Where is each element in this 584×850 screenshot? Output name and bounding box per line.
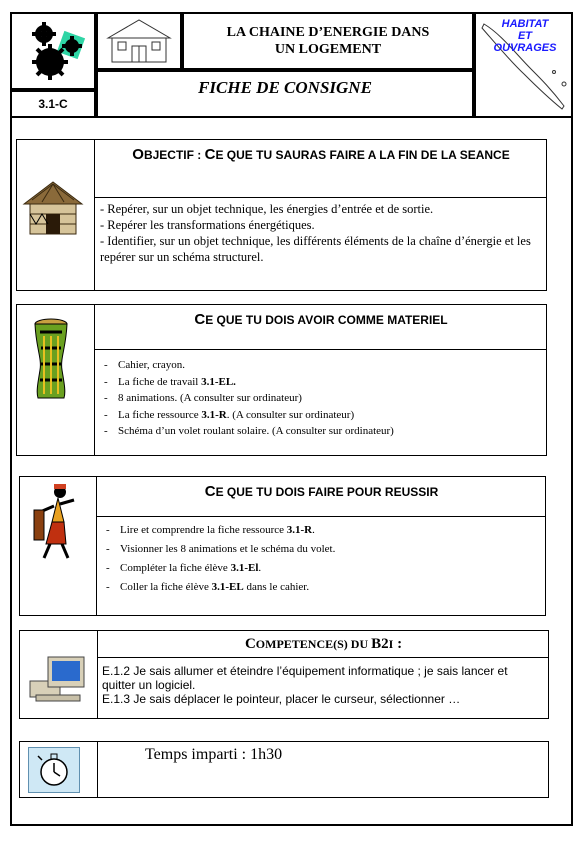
temps-section xyxy=(19,741,549,798)
title-line-2: UN LOGEMENT xyxy=(274,42,382,57)
materiel-title: CE QUE TU DOIS AVOIR COMME MATERIEL xyxy=(194,311,448,328)
competence-item: E.1.2 Je sais allumer et éteindre l’équipement informatique ; je sais lancer et quitter un logiciel. xyxy=(102,664,508,692)
fiche-label: FICHE DE CONSIGNE xyxy=(198,78,372,97)
dancer-image xyxy=(30,482,80,562)
drum-icon xyxy=(26,318,76,402)
habitat-line-3: OUVRAGES xyxy=(493,42,557,54)
materiel-item: - La fiche de travail 3.1-EL. xyxy=(100,374,540,391)
faire-list xyxy=(102,521,542,597)
competence-divider-h xyxy=(97,657,549,658)
objectif-title: OBJECTIF : CE QUE TU SAURAS FAIRE A LA FIN DE LA SEANCE xyxy=(132,146,510,163)
gears-logo-cell xyxy=(10,12,96,90)
materiel-list xyxy=(100,357,540,440)
materiel-item: - La fiche ressource 3.1-R. (A consulter sur ordinateur) xyxy=(100,407,540,424)
competence-title: COMPETENCE(S) DU B2I : xyxy=(244,636,403,652)
habitat-line-2: ET xyxy=(517,30,533,42)
objectif-item: - Identifier, sur un objet technique, les différents éléments de la chaîne d’énergie et les repérer sur un schéma structurel. xyxy=(100,234,531,264)
objectif-divider-h xyxy=(94,197,547,198)
faire-item: - Compléter la fiche élève 3.1-El. xyxy=(102,559,542,578)
faire-item: - Lire et comprendre la fiche ressource 3.1-R. xyxy=(102,521,542,540)
house-logo-cell xyxy=(96,12,182,70)
dancer-icon xyxy=(30,482,80,562)
faire-item: - Coller la fiche élève 3.1-EL dans le cahier. xyxy=(102,578,542,597)
materiel-item: - 8 animations. (A consulter sur ordinateur) xyxy=(100,390,540,407)
clock-image xyxy=(28,747,80,793)
stopwatch-icon xyxy=(29,748,79,792)
materiel-divider-h xyxy=(94,349,547,350)
materiel-item: - Cahier, crayon. xyxy=(100,357,540,374)
title-cell xyxy=(182,12,474,70)
objectif-item: - Repérer, sur un objet technique, les énergies d’entrée et de sortie. xyxy=(100,202,434,216)
hut-icon xyxy=(18,178,88,242)
habitat-line-1: HABITAT xyxy=(501,18,549,30)
house-icon xyxy=(98,14,180,68)
competence-list xyxy=(102,664,544,706)
fiche-cell xyxy=(96,70,474,118)
objectif-item: - Repérer les transformations énergétiques. xyxy=(100,218,315,232)
temps-label: Temps imparti : 1h30 xyxy=(145,746,283,763)
habitat-logo-text xyxy=(480,18,570,54)
faire-title: CE QUE TU DOIS FAIRE POUR REUSSIR xyxy=(204,483,439,500)
materiel-item: - Schéma d’un volet roulant solaire. (A consulter sur ordinateur) xyxy=(100,423,540,440)
objectif-list xyxy=(100,201,540,265)
faire-divider-h xyxy=(96,516,546,517)
faire-item: - Visionner les 8 animations et le schéma du volet. xyxy=(102,540,542,559)
code-cell xyxy=(10,90,96,118)
gears-icon xyxy=(12,14,94,88)
fiche-code: 3.1-C xyxy=(38,97,68,111)
habitat-logo-cell xyxy=(474,12,573,118)
title-line-1: LA CHAINE D’ENERGIE DANS xyxy=(226,25,430,40)
computer-image xyxy=(26,655,90,703)
hut-image xyxy=(18,178,88,242)
temps-divider-v xyxy=(97,741,98,798)
competence-item: E.1.3 Je sais déplacer le pointeur, placer le curseur, sélectionner … xyxy=(102,692,461,706)
computer-icon xyxy=(26,655,90,703)
drum-image xyxy=(26,318,76,402)
